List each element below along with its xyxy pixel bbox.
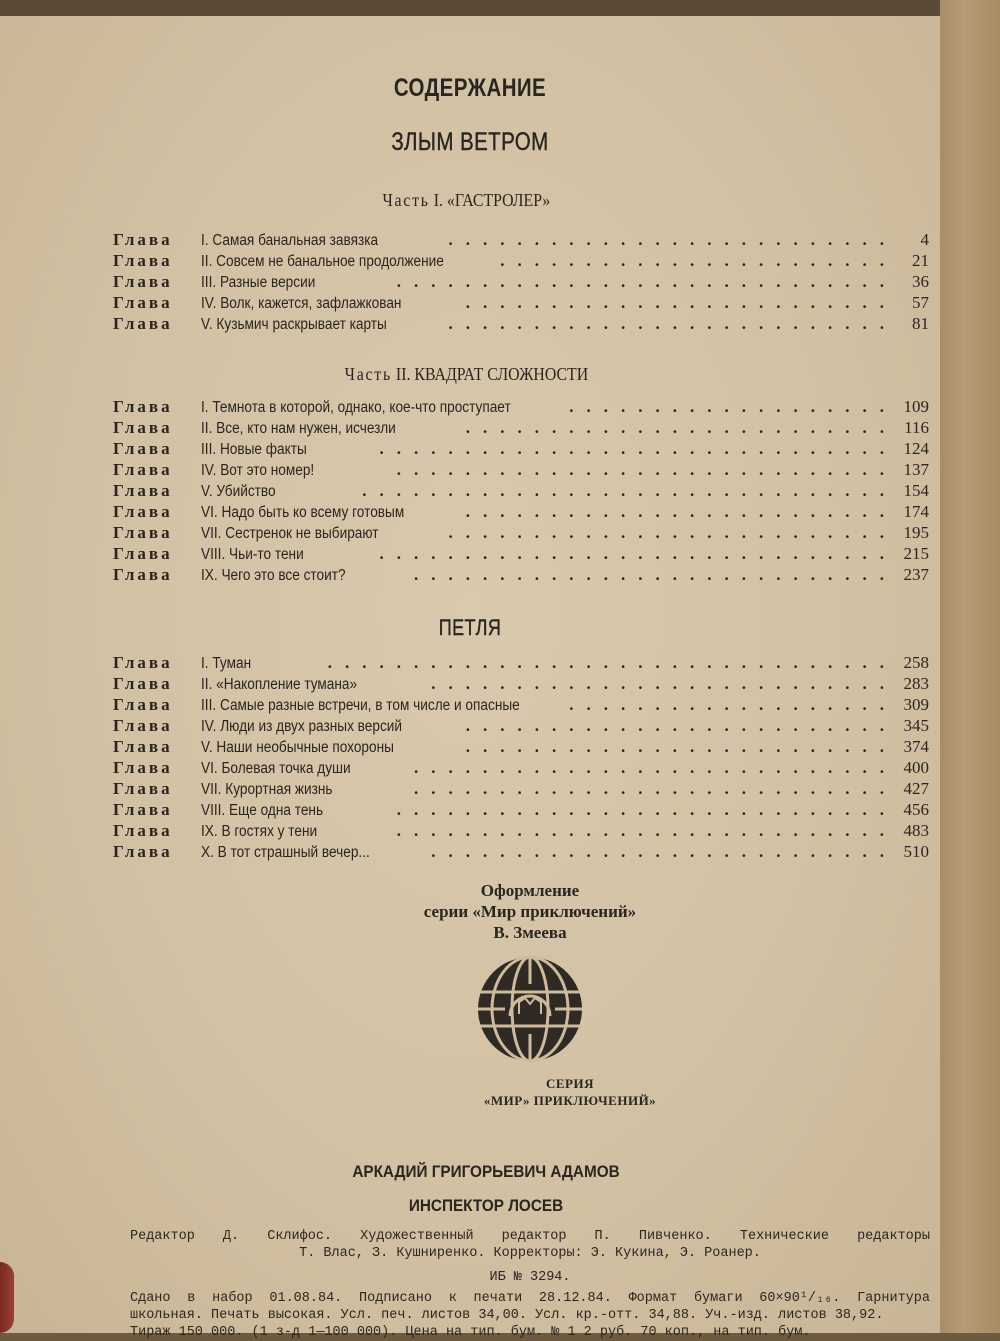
design-credit-line: В. Змеева [493, 923, 567, 942]
leader-dots: ......................... [465, 716, 897, 735]
toc-entry[interactable] [113, 652, 931, 673]
toc-entry[interactable] [113, 715, 931, 736]
design-credit [0, 880, 1000, 943]
book-board-edge [940, 0, 1000, 1333]
toc-entry[interactable] [113, 313, 931, 334]
chapter-label: Глава [113, 502, 173, 521]
chapter-title: IX. В гостях у тени [201, 823, 318, 840]
toc-petlya [113, 652, 931, 862]
leader-dots: ................................. [327, 653, 897, 672]
chapter-label: Глава [113, 544, 173, 563]
chapter-label: Глава [113, 674, 173, 693]
page-number: 456 [903, 800, 929, 819]
toc-entry[interactable] [113, 778, 931, 799]
chapter-label: Глава [113, 653, 173, 672]
chapter-title: I. Туман [201, 655, 252, 672]
chapter-title: II. Все, кто нам нужен, исчезли [201, 420, 396, 437]
imprint-editors-line: Т. Влас, З. Кушниренко. Корректоры: Э. Кукина, Э. Роанер. [299, 1246, 761, 1261]
leader-dots: ............................. [396, 460, 897, 479]
toc-entry[interactable] [113, 694, 931, 715]
series-label [0, 1075, 1000, 1109]
part-title: I. «ГАСТРОЛЕР» [433, 190, 551, 210]
chapter-label: Глава [113, 439, 173, 458]
page-number: 195 [903, 523, 929, 542]
leader-dots: .......................... [448, 523, 897, 542]
toc-entry[interactable] [113, 396, 931, 417]
page-number: 109 [903, 397, 929, 416]
chapter-label: Глава [113, 716, 173, 735]
toc-entry[interactable] [113, 841, 931, 862]
leader-dots: ............................... [362, 481, 897, 500]
chapter-title: I. Самая банальная завязка [201, 232, 379, 249]
toc-entry[interactable] [113, 543, 931, 564]
toc-entry[interactable] [113, 757, 931, 778]
chapter-label: Глава [113, 481, 173, 500]
page-number: 258 [903, 653, 929, 672]
toc-part-2 [113, 396, 931, 585]
leader-dots: ........................... [431, 674, 897, 693]
page-number: 81 [912, 314, 929, 333]
toc-entry[interactable] [113, 459, 931, 480]
series-label-line: СЕРИЯ [546, 1076, 594, 1091]
chapter-label: Глава [113, 523, 173, 542]
imprint-pub-line: школьная. Печать высокая. Усл. печ. листов 34,00. Усл. кр.-отт. 34,88. Уч.-изд. листов 38,92. [130, 1308, 884, 1323]
chapter-label: Глава [113, 460, 173, 479]
leader-dots: .............................. [379, 439, 897, 458]
page-number: 237 [903, 565, 929, 584]
leader-dots: ....................... [500, 251, 897, 270]
work-title-petlya: ПЕТЛЯ [438, 615, 502, 640]
chapter-label: Глава [113, 758, 173, 777]
chapter-label: Глава [113, 293, 173, 312]
leader-dots: ............................ [414, 565, 897, 584]
imprint-ib-number: ИБ № 3294. [489, 1270, 571, 1285]
chapter-title: VI. Болевая точка души [201, 760, 351, 777]
toc-entry[interactable] [113, 799, 931, 820]
leader-dots: ............................ [414, 758, 897, 777]
page-number: 400 [903, 758, 929, 777]
page-number: 124 [903, 439, 929, 458]
chapter-label: Глава [113, 737, 173, 756]
chapter-title: VIII. Чьи-то тени [201, 546, 304, 563]
background-top-edge [0, 0, 1000, 16]
chapter-label: Глава [113, 272, 173, 291]
toc-entry[interactable] [113, 480, 931, 501]
work-title-zlym-vetrom: ЗЛЫМ ВЕТРОМ [391, 128, 549, 156]
design-credit-line: серии «Мир приключений» [423, 902, 637, 921]
imprint-editors [130, 1228, 930, 1262]
chapter-title: VI. Надо быть ко всему готовым [201, 504, 405, 521]
page-number: 427 [903, 779, 929, 798]
chapter-title: I. Темнота в которой, однако, кое-что проступает [201, 399, 511, 416]
chapter-title: III. Новые факты [201, 441, 307, 458]
toc-entry[interactable] [113, 417, 931, 438]
imprint-pub-line: Тираж 150 000. (1 з-д 1—100 000). Цена на тип. бум. № 1 2 руб. 70 коп., на тип. бум. [130, 1325, 811, 1340]
page-number: 174 [903, 502, 929, 521]
page-number: 21 [912, 251, 929, 270]
page-number: 4 [920, 230, 929, 249]
chapter-label: Глава [113, 695, 173, 714]
chapter-title: IV. Волк, кажется, зафлажкован [201, 295, 402, 312]
leader-dots: ............................. [396, 821, 897, 840]
toc-entry[interactable] [113, 564, 931, 585]
chapter-label: Глава [113, 314, 173, 333]
chapter-title: IV. Вот это номер! [201, 462, 315, 479]
book-title: ИНСПЕКТОР ЛОСЕВ [408, 1196, 564, 1215]
imprint-pub-line: Сдано в набор 01.08.84. Подписано к печати 28.12.84. Формат бумаги 60×90¹/₁₆. Гарнитура [130, 1291, 930, 1306]
part-label: Часть [382, 190, 430, 210]
chapter-title: V. Кузьмич раскрывает карты [201, 316, 387, 333]
chapter-label: Глава [113, 779, 173, 798]
toc-entry[interactable] [113, 229, 931, 250]
toc-entry[interactable] [113, 438, 931, 459]
author-name: АРКАДИЙ ГРИГОРЬЕВИЧ АДАМОВ [352, 1162, 620, 1181]
toc-entry[interactable] [113, 820, 931, 841]
leader-dots: ............................. [396, 272, 897, 291]
page-number: 510 [903, 842, 929, 861]
page-number: 154 [903, 481, 929, 500]
leader-dots: ............................ [414, 779, 897, 798]
toc-part-1 [113, 229, 931, 334]
part-heading-2 [0, 364, 933, 385]
leader-dots: ......................... [465, 737, 897, 756]
contents-heading: СОДЕРЖАНИЕ [393, 74, 547, 102]
page-number: 345 [903, 716, 929, 735]
chapter-title: VII. Курортная жизнь [201, 781, 333, 798]
chapter-label: Глава [113, 418, 173, 437]
leader-dots: ............................. [396, 800, 897, 819]
chapter-title: V. Наши необычные похороны [201, 739, 394, 756]
leader-dots: ................... [569, 397, 897, 416]
chapter-label: Глава [113, 565, 173, 584]
toc-entry[interactable] [113, 736, 931, 757]
page-number: 116 [904, 418, 929, 437]
page-number: 309 [903, 695, 929, 714]
page-number: 483 [903, 821, 929, 840]
imprint-editors-line: Редактор Д. Склифос. Художественный редактор П. Пивченко. Технические редакторы [130, 1229, 930, 1244]
chapter-title: II. Совсем не банальное продолжение [201, 253, 444, 270]
leader-dots: .......................... [448, 230, 897, 249]
chapter-label: Глава [113, 230, 173, 249]
part-label: Часть [344, 364, 392, 384]
leader-dots: ......................... [465, 502, 897, 521]
chapter-title: II. «Накопление тумана» [201, 676, 358, 693]
leader-dots: ........................... [431, 842, 897, 861]
thumb-fingertip [0, 1262, 14, 1333]
chapter-title: VII. Сестренок не выбирают [201, 525, 379, 542]
page-number: 57 [912, 293, 929, 312]
chapter-title: III. Самые разные встречи, в том числе и опасные [201, 697, 520, 714]
leader-dots: ................... [569, 695, 897, 714]
chapter-label: Глава [113, 842, 173, 861]
toc-entry[interactable] [113, 501, 931, 522]
chapter-title: VIII. Еще одна тень [201, 802, 324, 819]
chapter-title: X. В тот страшный вечер... [201, 844, 370, 861]
chapter-label: Глава [113, 800, 173, 819]
leader-dots: .......................... [448, 314, 897, 333]
leader-dots: ......................... [465, 418, 897, 437]
part-title: II. КВАДРАТ СЛОЖНОСТИ [395, 364, 589, 384]
chapter-label: Глава [113, 821, 173, 840]
chapter-label: Глава [113, 251, 173, 270]
chapter-title: III. Разные версии [201, 274, 316, 291]
leader-dots: .............................. [379, 544, 897, 563]
design-credit-line: Оформление [480, 881, 580, 900]
page-number: 283 [903, 674, 929, 693]
toc-entry[interactable] [113, 522, 931, 543]
toc-entry[interactable] [113, 271, 931, 292]
toc-entry[interactable] [113, 250, 931, 271]
page-number: 137 [903, 460, 929, 479]
series-label-line: «МИР» ПРИКЛЮЧЕНИЙ» [483, 1093, 657, 1108]
toc-entry[interactable] [113, 673, 931, 694]
chapter-title: IX. Чего это все стоит? [201, 567, 346, 584]
chapter-title: V. Убийство [201, 483, 276, 500]
chapter-title: IV. Люди из двух разных версий [201, 718, 403, 735]
page-number: 215 [903, 544, 929, 563]
chapter-label: Глава [113, 397, 173, 416]
imprint-publication [130, 1290, 930, 1341]
page-number: 36 [912, 272, 929, 291]
toc-entry[interactable] [113, 292, 931, 313]
leader-dots: ......................... [465, 293, 897, 312]
globe-emblem-icon [475, 954, 585, 1064]
part-heading-1 [0, 190, 933, 211]
page-number: 374 [903, 737, 929, 756]
